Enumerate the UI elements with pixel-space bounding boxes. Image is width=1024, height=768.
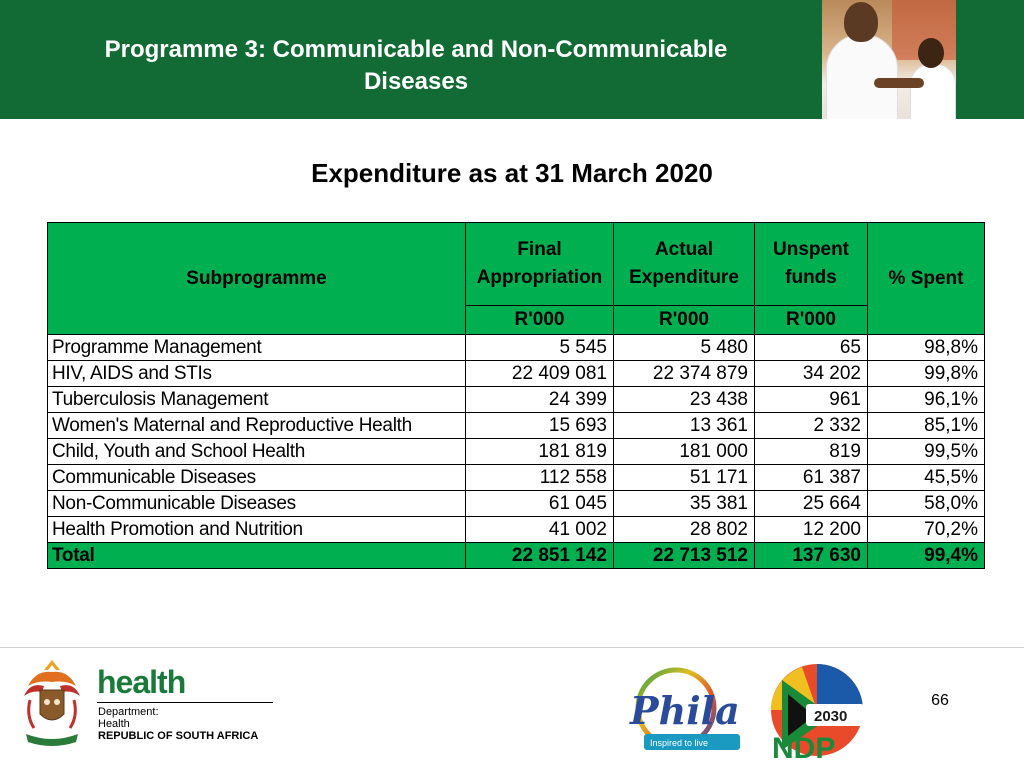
total-row xyxy=(48,543,985,569)
row-actual: 23 438 xyxy=(614,387,755,413)
header-final-appropriation: Final Appropriation xyxy=(466,223,614,306)
row-actual: 5 480 xyxy=(614,335,755,361)
health-rule xyxy=(97,702,273,703)
row-unspent: 2 332 xyxy=(755,413,868,439)
row-percent: 99,5% xyxy=(868,439,985,465)
unit-actual: R'000 xyxy=(614,306,755,335)
page-number: 66 xyxy=(931,692,949,709)
table-row xyxy=(48,361,985,387)
row-name: Health Promotion and Nutrition xyxy=(48,517,466,543)
table-row xyxy=(48,387,985,413)
row-name: Non-Communicable Diseases xyxy=(48,491,466,517)
row-unspent: 819 xyxy=(755,439,868,465)
slide-title-line1: Programme 3: Communicable and Non-Communicable xyxy=(104,36,728,63)
unit-unspent: R'000 xyxy=(755,306,868,335)
row-percent: 45,5% xyxy=(868,465,985,491)
ndp-wordmark: NDP xyxy=(772,732,836,762)
phila-tagline: Inspired to live xyxy=(650,738,709,748)
row-final: 181 819 xyxy=(466,439,614,465)
table-row xyxy=(48,413,985,439)
row-percent: 96,1% xyxy=(868,387,985,413)
table-row xyxy=(48,335,985,361)
row-name: Women's Maternal and Reproductive Health xyxy=(48,413,466,439)
total-unspent: 137 630 xyxy=(755,543,868,569)
table-row xyxy=(48,465,985,491)
health-wordmark: health xyxy=(97,664,186,700)
row-percent: 99,8% xyxy=(868,361,985,387)
header-percent-spent: % Spent xyxy=(868,223,985,335)
ndp-year: 2030 xyxy=(814,708,848,725)
total-final: 22 851 142 xyxy=(466,543,614,569)
row-name: Child, Youth and School Health xyxy=(48,439,466,465)
row-actual: 181 000 xyxy=(614,439,755,465)
row-final: 41 002 xyxy=(466,517,614,543)
coat-of-arms-icon xyxy=(16,656,88,748)
row-actual: 28 802 xyxy=(614,517,755,543)
row-name: Programme Management xyxy=(48,335,466,361)
table-row xyxy=(48,439,985,465)
total-percent: 99,4% xyxy=(868,543,985,569)
row-percent: 58,0% xyxy=(868,491,985,517)
row-final: 15 693 xyxy=(466,413,614,439)
footer-divider xyxy=(0,647,1024,648)
row-percent: 85,1% xyxy=(868,413,985,439)
row-name: Tuberculosis Management xyxy=(48,387,466,413)
slide-title xyxy=(60,34,772,98)
row-unspent: 65 xyxy=(755,335,868,361)
phila-wordmark: Phila xyxy=(630,688,740,733)
row-final: 61 045 xyxy=(466,491,614,517)
table-row xyxy=(48,491,985,517)
row-percent: 70,2% xyxy=(868,517,985,543)
row-name: Communicable Diseases xyxy=(48,465,466,491)
ndp-2030-logo xyxy=(762,660,872,762)
row-unspent: 12 200 xyxy=(755,517,868,543)
table-row xyxy=(48,517,985,543)
phila-logo xyxy=(624,664,746,760)
expenditure-table xyxy=(47,222,985,569)
slide-title-line2: Diseases xyxy=(363,68,469,95)
row-percent: 98,8% xyxy=(868,335,985,361)
total-actual: 22 713 512 xyxy=(614,543,755,569)
header-subprogramme: Subprogramme xyxy=(48,223,466,335)
row-actual: 22 374 879 xyxy=(614,361,755,387)
row-unspent: 34 202 xyxy=(755,361,868,387)
header-unspent-funds: Unspent funds xyxy=(755,223,868,306)
header-banner xyxy=(0,0,1024,119)
row-unspent: 961 xyxy=(755,387,868,413)
department-label: Department: Health REPUBLIC OF SOUTH AFRICA xyxy=(98,706,259,742)
row-final: 22 409 081 xyxy=(466,361,614,387)
row-unspent: 61 387 xyxy=(755,465,868,491)
row-name: HIV, AIDS and STIs xyxy=(48,361,466,387)
header-actual-expenditure: Actual Expenditure xyxy=(614,223,755,306)
row-final: 112 558 xyxy=(466,465,614,491)
unit-final: R'000 xyxy=(466,306,614,335)
row-actual: 35 381 xyxy=(614,491,755,517)
row-final: 24 399 xyxy=(466,387,614,413)
nurse-child-photo xyxy=(822,0,956,119)
row-unspent: 25 664 xyxy=(755,491,868,517)
table-title: Expenditure as at 31 March 2020 xyxy=(311,158,713,188)
row-final: 5 545 xyxy=(466,335,614,361)
total-label: Total xyxy=(48,543,466,569)
row-actual: 13 361 xyxy=(614,413,755,439)
row-actual: 51 171 xyxy=(614,465,755,491)
